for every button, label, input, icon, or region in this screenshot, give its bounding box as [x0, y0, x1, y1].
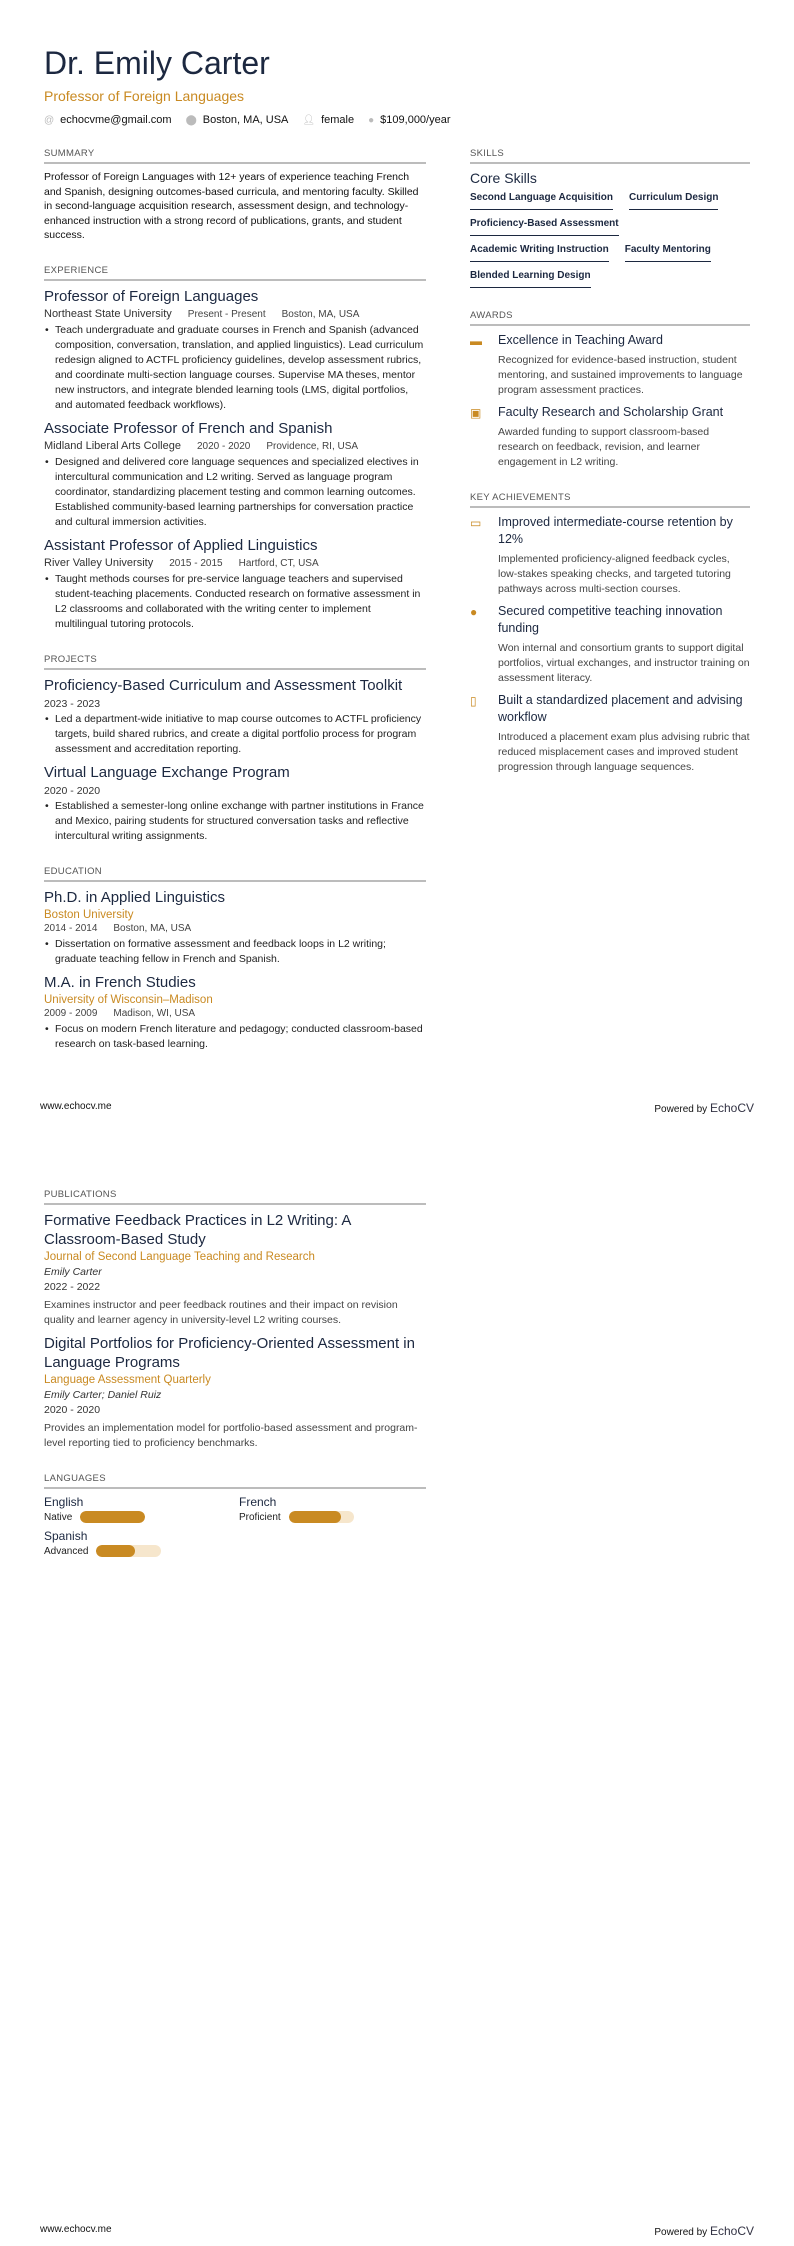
summary-text: Professor of Foreign Languages with 12+ years of experience teaching French and Spanish, designing outcomes-based curricula, and mentoring faculty. Skilled in second-language acquisition research, assessment design, and technology-enhanced instruction with a strong record of publications, grants, and student success. [44, 171, 419, 241]
item-body [498, 603, 750, 686]
contact-text: $109,000/year [380, 114, 451, 126]
language-proficiency-bar [96, 1545, 161, 1557]
candidate-title: Professor of Foreign Languages [44, 88, 245, 104]
section-heading-achievements: KEY ACHIEVEMENTS [470, 492, 750, 508]
location-pin-icon: ⬤ [185, 114, 197, 126]
section-heading-projects: PROJECTS [44, 654, 426, 670]
item-body [498, 514, 750, 597]
item-description: Introduced a placement exam plus advising rubric that reduced misplacement cases and improved student progression through language sequences. [498, 731, 750, 773]
education-meta [44, 923, 426, 934]
contact-email[interactable] [44, 114, 172, 126]
section-heading-languages: LANGUAGES [44, 1473, 426, 1489]
project-dates: 2023 - 2023 [44, 697, 101, 710]
item-title: Secured competitive teaching innovation funding [498, 604, 723, 635]
job-location: Hartford, CT, USA [238, 557, 319, 569]
experience-item [44, 536, 426, 632]
publication-venue: Language Assessment Quarterly [44, 1374, 211, 1386]
job-meta [44, 440, 426, 452]
degree: M.A. in French Studies [44, 973, 196, 991]
publication-authors: Emily Carter; Daniel Ruiz [44, 1389, 162, 1401]
job-bullets [44, 323, 426, 413]
job-meta [44, 308, 426, 320]
school: University of Wisconsin–Madison [44, 993, 213, 1006]
language-level: Native [44, 1511, 73, 1523]
brand-link[interactable]: EchoCV [709, 2224, 754, 2238]
item-body [498, 692, 750, 775]
contact-text: echocvme@gmail.com [60, 114, 172, 126]
item-title: Built a standardized placement and advising workflow [498, 693, 743, 724]
candidate-name: Dr. Emily Carter [44, 45, 270, 81]
job-dates: 2020 - 2020 [196, 440, 251, 452]
project-bullets [44, 799, 426, 844]
language-name: French [239, 1495, 277, 1509]
job-location: Boston, MA, USA [281, 308, 360, 320]
page-footer [40, 1101, 754, 1115]
skill-tag: Academic Writing Instruction [470, 244, 609, 262]
item-description: Implemented proficiency-aligned feedback cycles, low-stakes speaking checks, and targeted tutoring pathways across multi-section courses. [498, 553, 731, 595]
language-proficiency-bar [80, 1511, 145, 1523]
award-item [470, 404, 750, 470]
person-icon: 👤︎ [302, 114, 316, 126]
skill-tag: Blended Learning Design [470, 270, 591, 288]
publication-description: Provides an implementation model for portfolio-based assessment and program-level reporting tied to proficiency benchmarks. [44, 1422, 418, 1449]
section-heading-awards: AWARDS [470, 310, 750, 326]
money-icon: ● [368, 114, 375, 126]
job-dates: 2015 - 2015 [169, 557, 223, 569]
publication-venue: Journal of Second Language Teaching and Research [44, 1251, 315, 1263]
language-level-row [44, 1511, 239, 1523]
powered-label: Powered by [654, 2227, 708, 2238]
bullet-item: • Designed and delivered core language sequences and specialized electives in intercultural communication and L2 writing. Served as language program coordinator, standardizing placement testing and common learning outcomes. Established community-based learning partnerships for conversation practice and cultural immersion activities. [44, 455, 426, 530]
bullet-item: • Taught methods courses for pre-service language teachers and supervised student-teaching placements. Conducted research on formative assessment in L2 classrooms and collaborated with the writing center to implement multilingual tutoring protocols. [44, 572, 426, 632]
project-dates: 2020 - 2020 [44, 784, 101, 797]
education-bullets [44, 937, 426, 967]
skill-list [470, 192, 750, 288]
bullet-item: • Teach undergraduate and graduate courses in French and Spanish (advanced composition, conversation, translation, and applied linguistics). Lead curriculum redesign aligned to ACTFL proficiency guidelines, develop assessment rubrics, and coordinate multi-section language courses. Supervise MA theses, mentor new instructors, and integrate blended learning tools (LMS, digital portfolios, and automated feedback workflows). [44, 323, 426, 413]
education-item [44, 973, 426, 1052]
footer-site-link[interactable]: www.echocv.me [40, 2224, 112, 2235]
item-title: Improved intermediate-course retention by 12% [498, 515, 733, 546]
language-level-row [44, 1545, 239, 1557]
footer-site-link[interactable]: www.echocv.me [40, 1101, 112, 1112]
left-column [44, 148, 426, 1052]
job-bullets [44, 455, 426, 530]
contact-salary [368, 114, 450, 126]
school: Boston University [44, 908, 134, 921]
education-location: Boston, MA, USA [113, 922, 192, 934]
job-title: Assistant Professor of Applied Linguistics [44, 536, 318, 554]
publication-authors: Emily Carter [44, 1266, 102, 1278]
education-meta [44, 1008, 426, 1019]
language-level: Proficient [239, 1511, 281, 1523]
contact-text: Boston, MA, USA [202, 114, 289, 126]
skill-tag: Faculty Mentoring [625, 244, 711, 262]
education-dates: 2014 - 2014 [44, 922, 98, 934]
resume-page-2 [0, 1123, 794, 2246]
language-proficiency-fill [289, 1511, 341, 1523]
item-title: Faculty Research and Scholarship Grant [498, 405, 724, 419]
job-title: Professor of Foreign Languages [44, 287, 259, 305]
item-description: Awarded funding to support classroom-based research on feedback, revision, and learner engagement in L2 writing. [498, 426, 710, 468]
section-heading-publications: PUBLICATIONS [44, 1189, 426, 1205]
achievement-item [470, 692, 750, 775]
calendar-icon: ▭ [470, 516, 482, 530]
achievement-item [470, 603, 750, 686]
powered-by [654, 1101, 754, 1115]
contact-list [44, 114, 750, 126]
project-item [44, 763, 426, 844]
bullet-item: • Dissertation on formative assessment and feedback loops in L2 writing; graduate teaching fellow in French and Spanish. [44, 937, 426, 967]
language-level: Advanced [44, 1545, 89, 1557]
tablet-icon: ▯ [470, 694, 477, 708]
publication-title: Digital Portfolios for Proficiency-Oriented Assessment in Language Programs [44, 1335, 415, 1371]
item-title: Excellence in Teaching Award [498, 333, 663, 347]
item-description: Recognized for evidence-based instruction, student mentoring, and sustained improvements to language program assessment practices. [498, 354, 743, 396]
project-title: Virtual Language Exchange Program [44, 763, 290, 781]
bullet-item: • Established a semester-long online exchange with partner institutions in France and Mexico, pairing students for structured conversation tasks and reflective intercultural writing assignments. [44, 799, 426, 844]
contact-gender [302, 114, 354, 126]
section-heading-education: EDUCATION [44, 866, 426, 882]
badge-icon: ▬ [470, 334, 482, 348]
contact-location [186, 114, 289, 126]
language-item [44, 1495, 239, 1523]
education-location: Madison, WI, USA [113, 1007, 196, 1019]
award-item [470, 332, 750, 398]
language-name: English [44, 1495, 84, 1509]
language-item [44, 1529, 239, 1557]
clipboard-icon: ▣ [470, 406, 482, 420]
item-description: Won internal and consortium grants to support digital portfolios, virtual exchanges, and instructor training on assessment literacy. [498, 642, 750, 684]
skill-tag: Proficiency-Based Assessment [470, 218, 619, 236]
skill-group-title: Core Skills [470, 170, 537, 186]
section-heading-skills: SKILLS [470, 148, 750, 164]
language-proficiency-fill [96, 1545, 135, 1557]
job-location: Providence, RI, USA [266, 440, 359, 452]
publication-item [44, 1211, 426, 1328]
education-bullets [44, 1022, 426, 1052]
contact-text: female [321, 114, 355, 126]
job-bullets [44, 572, 426, 632]
publication-item [44, 1334, 426, 1451]
publication-dates: 2020 - 2020 [44, 1404, 101, 1416]
job-company: Northeast State University [44, 307, 172, 320]
powered-label: Powered by [654, 1104, 708, 1115]
section-heading-experience: EXPERIENCE [44, 265, 426, 281]
job-dates: Present - Present [187, 308, 266, 320]
coin-icon: ● [470, 605, 478, 619]
section-heading-summary: SUMMARY [44, 148, 426, 164]
brand-link[interactable]: EchoCV [709, 1101, 754, 1115]
skill-tag: Curriculum Design [629, 192, 718, 210]
experience-item [44, 419, 426, 530]
publication-description: Examines instructor and peer feedback routines and their impact on revision quality and learner agency in university-level L2 writing courses. [44, 1299, 398, 1326]
item-body [498, 332, 750, 398]
item-body [498, 404, 750, 470]
skill-tag: Second Language Acquisition [470, 192, 613, 210]
project-title: Proficiency-Based Curriculum and Assessment Toolkit [44, 676, 403, 694]
education-dates: 2009 - 2009 [44, 1007, 98, 1019]
language-proficiency-bar [289, 1511, 354, 1523]
language-item [239, 1495, 434, 1523]
education-item [44, 888, 426, 967]
achievement-item [470, 514, 750, 597]
publication-dates: 2022 - 2022 [44, 1281, 101, 1293]
language-proficiency-fill [80, 1511, 145, 1523]
language-level-row [239, 1511, 434, 1523]
job-company: Midland Liberal Arts College [44, 439, 181, 452]
job-meta [44, 557, 426, 569]
bullet-item: • Focus on modern French literature and pedagogy; conducted classroom-based research on task-based learning. [44, 1022, 426, 1052]
experience-item [44, 287, 426, 413]
right-column [470, 148, 750, 1052]
job-company: River Valley University [44, 556, 154, 569]
bullet-item: • Led a department-wide initiative to map course outcomes to ACTFL proficiency targets, build shared rubrics, and create a digital portfolio process for program assessment and accreditation reporting. [44, 712, 426, 757]
degree: Ph.D. in Applied Linguistics [44, 888, 225, 906]
project-bullets [44, 712, 426, 757]
page-footer [40, 2224, 754, 2238]
project-item [44, 676, 426, 757]
publication-title: Formative Feedback Practices in L2 Writing: A Classroom-Based Study [44, 1212, 351, 1248]
at-icon: @ [44, 114, 55, 126]
language-name: Spanish [44, 1529, 88, 1543]
job-title: Associate Professor of French and Spanish [44, 419, 333, 437]
powered-by [654, 2224, 754, 2238]
